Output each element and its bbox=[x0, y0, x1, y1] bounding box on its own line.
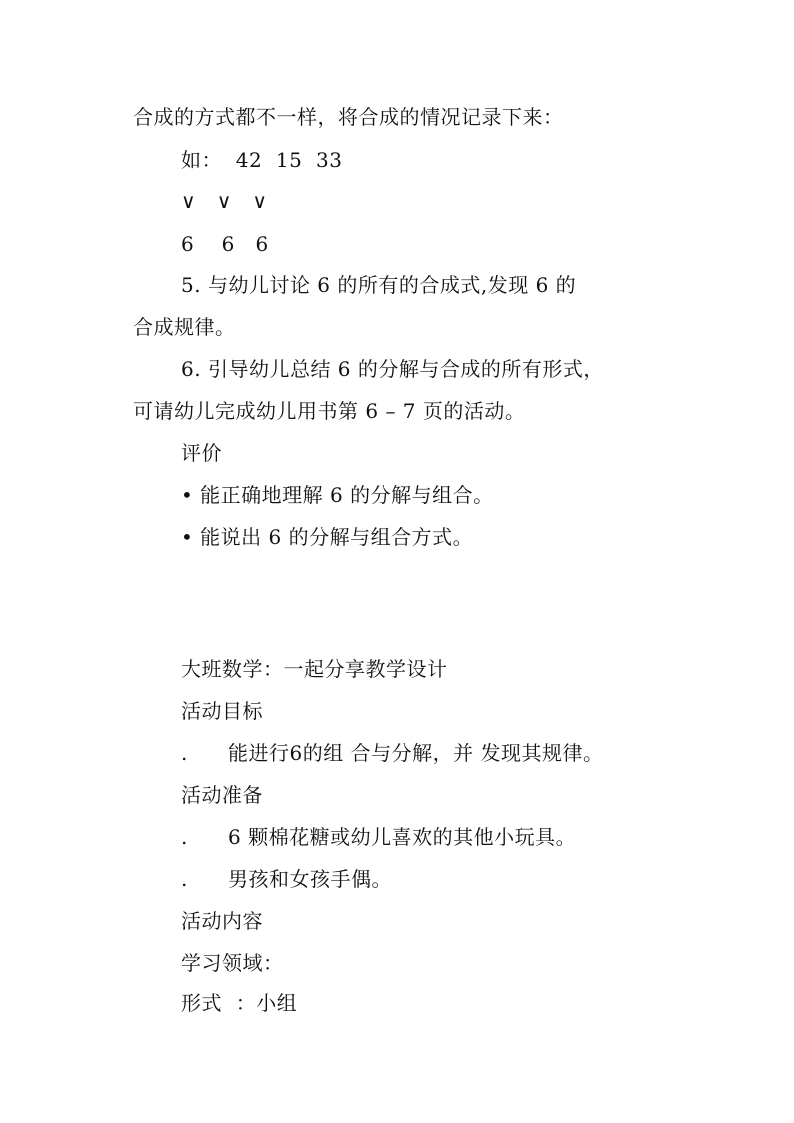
goal-heading: 活动目标 bbox=[181, 699, 263, 723]
list-bullet: . bbox=[181, 825, 188, 849]
paragraph-line: 合成的方式都不一样，将合成的情况记录下来： bbox=[133, 105, 564, 129]
example-arrows: ∨ ∨ ∨ bbox=[181, 189, 268, 213]
step-6-line-1: 6. 引导幼儿总结 6 的分解与合成的所有形式， bbox=[181, 357, 604, 381]
form-label: 形式 ：小组 bbox=[181, 991, 298, 1015]
prep-item: 男孩和女孩手偶。 bbox=[228, 867, 392, 891]
list-bullet: . bbox=[181, 867, 188, 891]
example-sums: 6 6 6 bbox=[181, 232, 269, 256]
step-5-line-2: 合成规律。 bbox=[133, 315, 236, 339]
evaluation-item: • 能说出 6 的分解与组合方式。 bbox=[181, 525, 474, 549]
evaluation-item: • 能正确地理解 6 的分解与组合。 bbox=[181, 483, 494, 507]
evaluation-heading: 评价 bbox=[181, 441, 222, 465]
example-numbers: 如： 42 15 33 bbox=[181, 148, 343, 172]
goal-item: 能进行6的组 合与分解，并 发现其规律。 bbox=[228, 741, 604, 765]
prep-item: 6 颗棉花糖或幼儿喜欢的其他小玩具。 bbox=[228, 825, 577, 849]
section-title: 大班数学：一起分享教学设计 bbox=[181, 657, 448, 681]
list-bullet: . bbox=[181, 741, 188, 765]
domain-label: 学习领域： bbox=[181, 951, 284, 975]
step-6-line-2: 可请幼儿完成幼儿用书第 6 – 7 页的活动。 bbox=[133, 399, 526, 423]
content-heading: 活动内容 bbox=[181, 909, 263, 933]
step-5-line-1: 5. 与幼儿讨论 6 的所有的合成式,发现 6 的 bbox=[181, 273, 577, 297]
prep-heading: 活动准备 bbox=[181, 783, 263, 807]
